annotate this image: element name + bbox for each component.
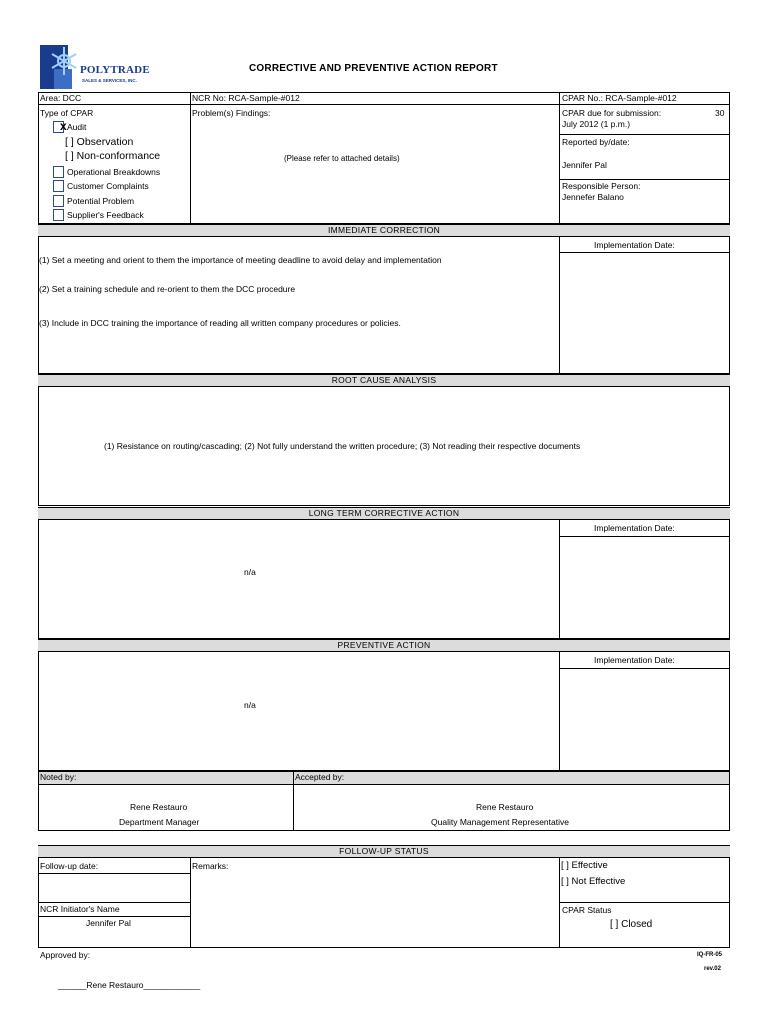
long-term-heading: LONG TERM CORRECTIVE ACTION bbox=[38, 507, 730, 520]
customer-checkbox[interactable] bbox=[53, 180, 64, 192]
not-effective-option[interactable]: [ ] Not Effective bbox=[561, 876, 626, 887]
ncr-number: NCR No: RCA-Sample-#012 bbox=[192, 93, 300, 103]
form-code: IQ-FR-05 bbox=[697, 952, 723, 958]
cpar-type-customer: Customer Complaints bbox=[67, 181, 149, 191]
preventive-impl-date-label: Implementation Date: bbox=[594, 655, 675, 665]
immediate-item: (1) Set a meeting and orient to them the importance of meeting deadline to avoid delay and implementation bbox=[39, 255, 442, 265]
noted-by-name: Rene Restauro bbox=[130, 802, 188, 812]
follow-up-date-label: Follow-up date: bbox=[40, 861, 99, 871]
company-logo bbox=[40, 45, 170, 89]
preventive-heading: PREVENTIVE ACTION bbox=[38, 639, 730, 652]
accepted-by-label: Accepted by: bbox=[295, 772, 345, 782]
area-field: Area: DCC bbox=[40, 93, 82, 103]
remarks-label: Remarks: bbox=[192, 861, 229, 871]
immediate-correction-heading: IMMEDIATE CORRECTION bbox=[38, 224, 730, 237]
preventive-text: n/a bbox=[244, 700, 256, 710]
operational-checkbox[interactable] bbox=[53, 166, 64, 178]
responsible-label: Responsible Person: bbox=[562, 181, 641, 191]
noted-by-label: Noted by: bbox=[40, 772, 77, 782]
due-day: 30 bbox=[715, 108, 725, 118]
logo-subtext: SALES & SERVICES, INC. bbox=[82, 78, 137, 83]
immediate-impl-date-label: Implementation Date: bbox=[594, 240, 675, 250]
immediate-item: (3) Include in DCC training the importance of reading all written company procedures or policies. bbox=[39, 318, 401, 328]
root-cause-heading: ROOT CAUSE ANALYSIS bbox=[38, 374, 730, 387]
cpar-type-supplier: Supplier's Feedback bbox=[67, 210, 144, 220]
noted-by-title: Department Manager bbox=[119, 817, 200, 827]
preventive-section bbox=[38, 651, 730, 771]
potential-checkbox[interactable] bbox=[53, 195, 64, 207]
ncr-initiator-name: Jennifer Pal bbox=[86, 918, 131, 928]
ncr-initiator-label: NCR Initiator's Name bbox=[40, 904, 120, 914]
root-cause-text: (1) Resistance on routing/cascading; (2) Not fully understand the written procedure; (3) Not reading their respective documents bbox=[104, 441, 581, 451]
cpar-type-label: Type of CPAR bbox=[40, 108, 94, 118]
revision: rev.02 bbox=[704, 966, 721, 972]
due-date: July 2012 (1 p.m.) bbox=[562, 119, 631, 129]
responsible-name: Jennefer Balano bbox=[562, 192, 624, 202]
cpar-type-potential: Potential Problem bbox=[67, 196, 135, 206]
cpar-type-nonconformance: [ ] Non-conformance bbox=[65, 150, 161, 162]
reported-by-label: Reported by/date: bbox=[562, 137, 630, 147]
cpar-number: CPAR No.: RCA-Sample-#012 bbox=[562, 93, 677, 103]
problem-findings-label: Problem(s) Findings: bbox=[192, 108, 271, 118]
problem-findings-text: (Please refer to attached details) bbox=[284, 154, 400, 163]
accepted-by-title: Quality Management Representative bbox=[431, 817, 569, 827]
effective-option[interactable]: [ ] Effective bbox=[561, 860, 608, 871]
long-term-section bbox=[38, 519, 730, 639]
approved-by-name: ______Rene Restauro____________ bbox=[58, 980, 201, 990]
audit-check-mark: x bbox=[60, 119, 67, 133]
cpar-status-label: CPAR Status bbox=[562, 905, 612, 915]
long-term-text: n/a bbox=[244, 567, 256, 577]
reported-by-name: Jennifer Pal bbox=[562, 160, 607, 170]
long-term-impl-date-label: Implementation Date: bbox=[594, 523, 675, 533]
supplier-checkbox[interactable] bbox=[53, 209, 64, 221]
cpar-type-observation: [ ] Observation bbox=[65, 136, 134, 148]
logo-text: POLYTRADE bbox=[80, 64, 150, 76]
accepted-by-name: Rene Restauro bbox=[476, 802, 534, 812]
follow-up-heading: FOLLOW-UP STATUS bbox=[38, 845, 730, 858]
cpar-type-audit: Audit bbox=[67, 122, 87, 132]
cpar-type-operational: Operational Breakdowns bbox=[67, 167, 161, 177]
approved-by-label: Approved by: bbox=[40, 950, 91, 960]
report-title: CORRECTIVE AND PREVENTIVE ACTION REPORT bbox=[249, 63, 498, 74]
closed-option[interactable]: [ ] Closed bbox=[610, 919, 653, 930]
immediate-item: (2) Set a training schedule and re-orient to them the DCC procedure bbox=[39, 284, 296, 294]
due-label: CPAR due for submission: bbox=[562, 108, 662, 118]
